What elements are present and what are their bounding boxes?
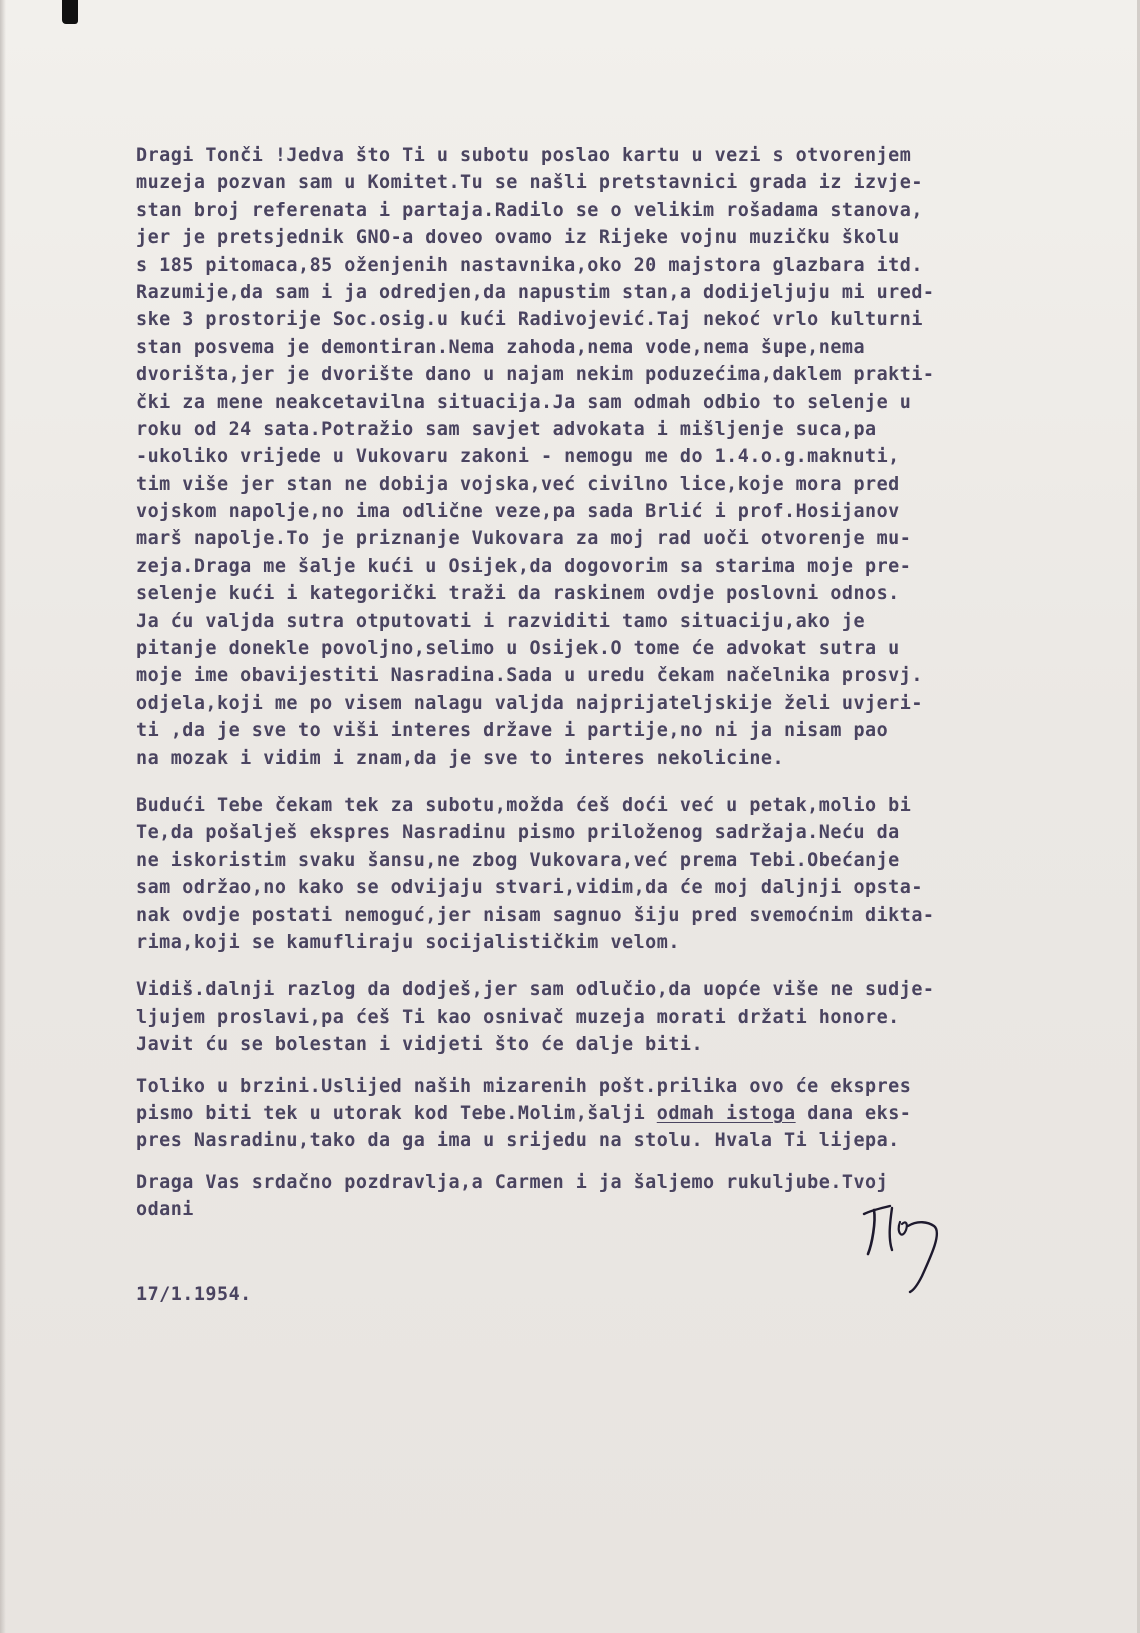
text-line: dvorišta,jer je dvorište dano u najam nekim poduzećima,daklem prakti- (136, 364, 935, 386)
text-line: rima,koji se kamufliraju socijalističkim velom. (136, 931, 680, 953)
paragraph-4 (136, 1073, 1096, 1155)
text-line: nak ovdje postati nemoguć,jer nisam sagnuo šiju pred svemoćnim dikta- (136, 904, 935, 926)
text-line: pres Nasradinu,tako da ga ima u srijedu na stolu. Hvala Ti lijepa. (136, 1130, 900, 1152)
text-line: vojskom napolje,no ima odlične veze,pa sada Brlić i prof.Hosijanov (136, 501, 900, 523)
text-line: jer je pretsjednik GNO-a doveo ovamo iz Rijeke vojnu muzičku školu (136, 227, 900, 249)
text-line: sam održao,no kako se odvijaju stvari,vidim,da će moj daljnji opsta- (136, 877, 923, 899)
text-line: stan broj referenata i partaja.Radilo se o velikim rošadama stanova, (136, 199, 923, 221)
text-line: Budući Tebe čekam tek za subotu,možda ćeš doći već u petak,molio bi (136, 794, 912, 816)
text-line: Toliko u brzini.Uslijed naših mizarenih pošt.prilika ovo će ekspres (136, 1075, 912, 1097)
text-line: Draga Vas srdačno pozdravlja,a Carmen i ja šaljemo rukuljube.Tvoj (136, 1171, 889, 1193)
text-line: Ja ću valjda sutra otputovati i razviditi tamo situaciju,ako je (136, 610, 866, 632)
text-line: pitanje donekle povoljno,selimo u Osijek.O tome će advokat sutra u (136, 638, 900, 660)
text-line: ske 3 prostorije Soc.osig.u kući Radivojević.Taj nekoć vrlo kulturni (136, 309, 923, 331)
text-line: moje ime obavijestiti Nasradina.Sada u uredu čekam načelnika prosvj. (136, 665, 923, 687)
text-segment: dana eks- (795, 1102, 912, 1124)
text-line: -ukoliko vrijede u Vukovaru zakoni - nemogu me do 1.4.o.g.maknuti, (136, 446, 900, 468)
text-line: na mozak i vidim i znam,da je sve to interes nekolicine. (136, 747, 785, 769)
text-line: Javit ću se bolestan i vidjeti što će dalje biti. (136, 1034, 704, 1056)
text-line: selenje kući i kategorički traži da raskinem ovdje poslovni odnos. (136, 583, 900, 605)
letter-date: 17/1.1954. (136, 1284, 252, 1306)
text-line: roku od 24 sata.Potražio sam savjet advokata i mišljenje suca,pa (136, 418, 877, 440)
scan-corner-mark (62, 0, 78, 24)
text-line: marš napolje.To je priznanje Vukovara za moj rad uoči otvorenje mu- (136, 528, 912, 550)
text-line: s 185 pitomaca,85 oženjenih nastavnika,oko 20 majstora glazbara itd. (136, 254, 923, 276)
text-line (136, 1100, 1096, 1127)
text-line: odjela,koji me po visem nalagu valjda najprijateljskije želi uvjeri- (136, 692, 923, 714)
text-line: Dragi Tonči !Jedva što Ti u subotu poslao kartu u vezi s otvorenjem (136, 145, 912, 166)
underlined-text: odmah istoga (656, 1102, 796, 1124)
paragraph-1 (136, 142, 1096, 772)
text-segment: pismo biti tek u utorak kod Tebe.Molim,šalji (136, 1102, 657, 1124)
text-line: stan posvema je demontiran.Nema zahoda,nema vode,nema šupe,nema (136, 336, 866, 358)
text-line: Te,da pošalješ ekspres Nasradinu pismo priloženog sadržaja.Neću da (136, 822, 900, 844)
page-edge-shadow (0, 0, 6, 1633)
text-line: Razumije,da sam i ja odredjen,da napustim stan,a dodijeljuju mi ured- (136, 281, 935, 303)
text-line: muzeja pozvan sam u Komitet.Tu se našli pretstavnici grada iz izvje- (136, 172, 923, 194)
text-line: tim više jer stan ne dobija vojska,već civilno lice,koje mora pred (136, 473, 900, 495)
paragraph-2 (136, 792, 1096, 956)
text-line: čki za mene neakcetavilna situacija.Ja sam odmah odbio to selenje u (136, 391, 912, 413)
text-line: zeja.Draga me šalje kući u Osijek,da dogovorim sa starima moje pre- (136, 555, 912, 577)
text-line: odani (136, 1199, 194, 1221)
text-line: ti ,da je sve to viši interes države i partije,no ni ja nisam pao (136, 720, 889, 742)
text-line: Vidiš.dalnji razlog da dodješ,jer sam odlučio,da uopće više ne sudje- (136, 979, 935, 1001)
text-line: ne iskoristim svaku šansu,ne zbog Vukovara,već prema Tebi.Obećanje (136, 849, 900, 871)
paragraph-3 (136, 976, 1096, 1058)
text-line: ljujem proslavi,pa ćeš Ti kao osnivač muzeja morati držati honore. (136, 1006, 900, 1028)
handwritten-signature-icon (862, 1192, 982, 1312)
letter-body (136, 142, 1096, 1309)
